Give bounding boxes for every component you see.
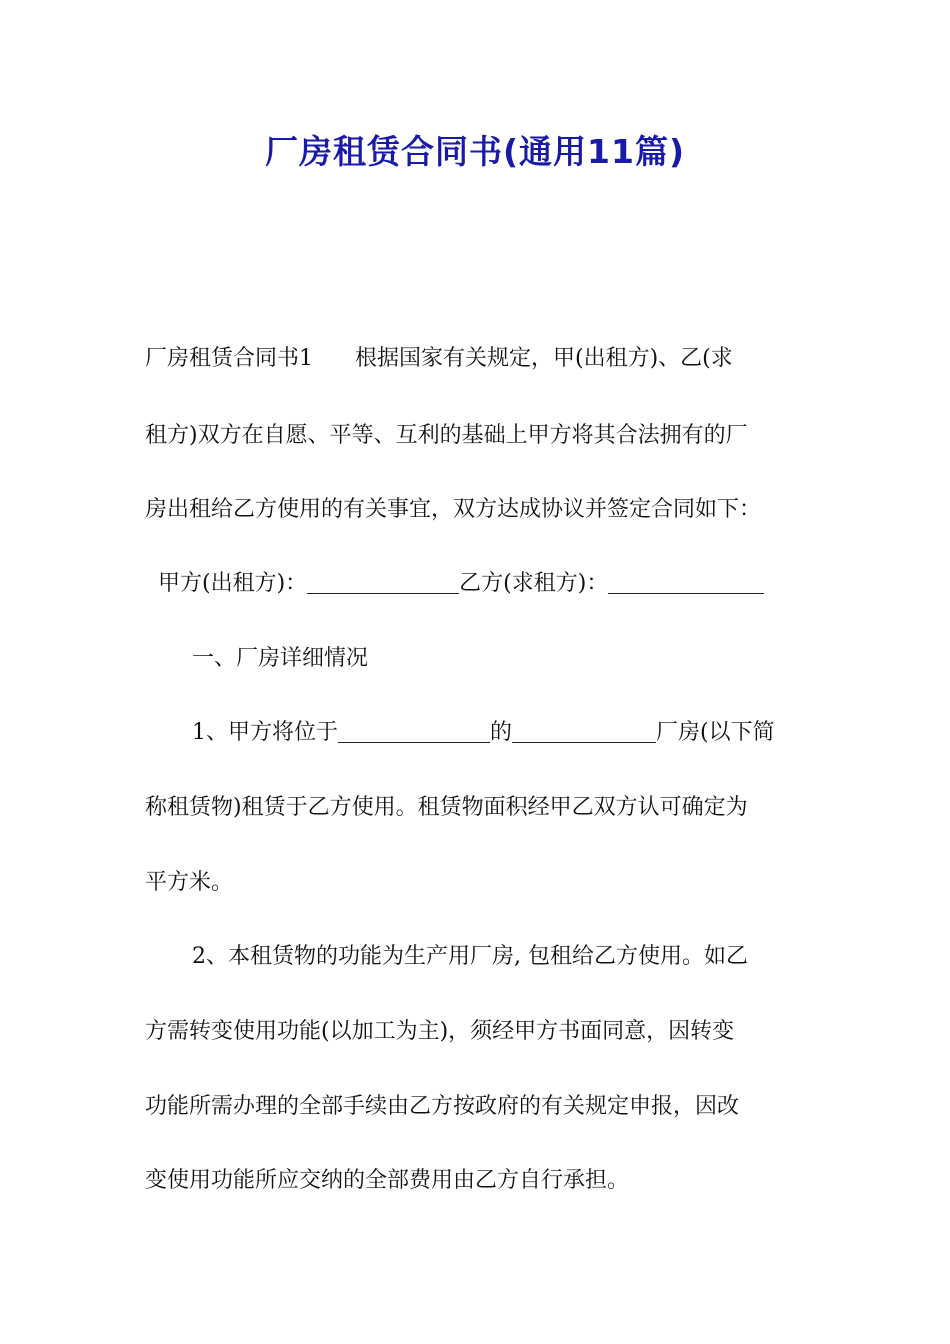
factory-name-blank (512, 718, 656, 743)
location-blank (338, 718, 490, 743)
paragraph-line: 房出租给乙方使用的有关事宜，双方达成协议并签定合同如下： (145, 497, 762, 522)
paragraph-line: 2、本租赁物的功能为生产用厂房, 包租给乙方使用。如乙 (192, 944, 748, 969)
party-b-label: 乙方(求租方)： (459, 571, 609, 596)
paragraph-line: 变使用功能所应交纳的全部费用由乙方自行承担。 (145, 1168, 630, 1193)
paragraph-line: 功能所需办理的全部手续由乙方按政府的有关规定申报，因改 (145, 1094, 740, 1119)
paragraph-line: 租方)双方在自愿、平等、互利的基础上甲方将其合法拥有的厂 (145, 423, 748, 448)
item1-text: 的 (490, 720, 513, 745)
parties-line (158, 568, 764, 600)
paragraph-line: 方需转变使用功能(以加工为主)，须经甲方书面同意，因转变 (145, 1019, 735, 1044)
party-b-blank (608, 569, 764, 594)
item1-text: 厂房(以下简 (656, 720, 775, 745)
paragraph-line (192, 717, 775, 749)
paragraph-line: 平方米。 (145, 870, 234, 895)
item1-text: 1、甲方将位于 (192, 720, 338, 745)
party-a-label: 甲方(出租方)： (158, 571, 308, 596)
paragraph-line: 称租赁物)租赁于乙方使用。租赁物面积经甲乙双方认可确定为 (145, 795, 748, 820)
contract-heading: 厂房租赁合同书1 (145, 346, 313, 371)
paragraph-text: 根据国家有关规定，甲(出租方)、乙(求 (355, 346, 733, 371)
paragraph-line (145, 343, 733, 375)
section-heading: 一、厂房详细情况 (192, 646, 369, 671)
document-title: 厂房租赁合同书(通用11篇) (264, 132, 686, 171)
party-a-blank (307, 569, 459, 594)
